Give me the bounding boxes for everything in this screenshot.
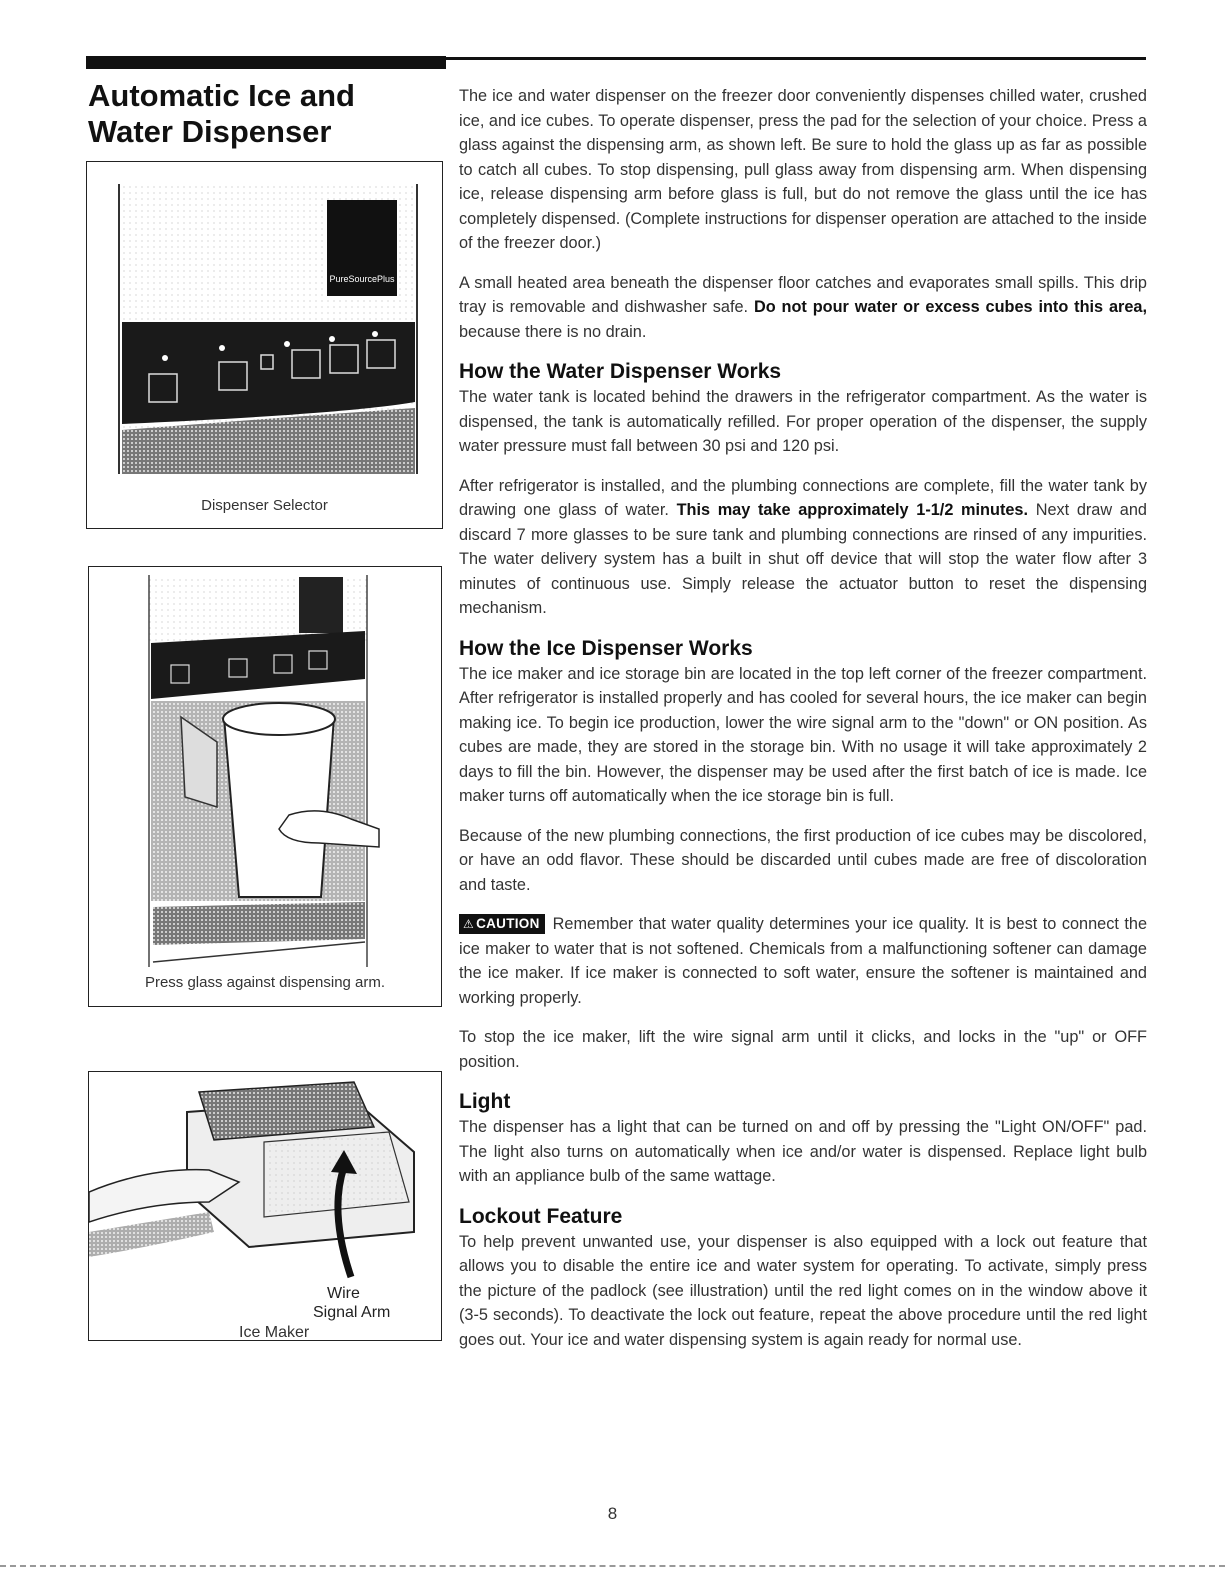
- dispenser-selector-illustration: [87, 162, 441, 492]
- light-paragraph: The dispenser has a light that can be turned on and off by pressing the "Light ON/OFF" pad. The light also turns on automatically when ice and/or water is dispensed. Replace light bulb with an appliance bulb of the same wattage.: [459, 1118, 1147, 1185]
- caution-paragraph: [459, 912, 1147, 1010]
- lockout-paragraph: To help prevent unwanted use, your dispenser is also equipped with a lock out feature that allows you to disable the entire ice and water system for operating. To activate, simply press the picture of the padlock (see illustration) until the red light comes on in the window above it (3-5 seconds). To deactivate the lock out feature, repeat the above procedure until the red light goes out. Your ice and water dispensing system is again ready for normal use.: [459, 1232, 1147, 1349]
- caution-text: Remember that water quality determines your ice quality. It is best to connect the ice maker to water that is not softened. Chemicals from a malfunctioning softener can damage the ice maker. If ice maker is connected to soft water, ensure the softener is maintained and working properly.: [459, 915, 1147, 1007]
- heading-ice-dispenser: How the Ice Dispenser Works: [459, 636, 753, 660]
- figure-dispenser-selector: [86, 161, 443, 529]
- figure-press-glass: [88, 566, 442, 1007]
- intro-paragraph-1: The ice and water dispenser on the freezer door conveniently dispenses chilled water, crushed ice, and ice cubes. To operate dispenser, press the pad for the selection of your choice. Press a glass against the dispensing arm, as shown left. Be sure to hold the glass up as far as possible to catch all cubes. To stop dispensing, pull glass away from dispensing arm. When dispensing ice, release dispensing arm before glass is full, but do not remove the glass until the ice has completely dispensed. (Complete instructions for dispenser operation are attached to the inside of the freezer door.): [459, 87, 1147, 252]
- figure-caption-dispenser-selector: Dispenser Selector: [201, 497, 328, 514]
- page-number: 8: [607, 1504, 618, 1523]
- caution-badge: [459, 914, 545, 934]
- water-paragraph-2: [459, 474, 1147, 621]
- ice-paragraph-2: Because of the new plumbing connections, the first production of ice cubes may be discolored, or have an odd flavor. These should be discarded until cubes made are free of discoloration and taste.: [459, 826, 1147, 894]
- intro-paragraph-2-text-a: A small heated area beneath the dispenser floor catches and evaporates small spills. This drip tray is removable and dishwasher safe.: [459, 273, 1147, 316]
- intro-paragraph-2-text-b: because there is no drain.: [459, 322, 647, 341]
- page-title-line1: Automatic Ice and: [88, 78, 355, 113]
- page-title-line2: Water Dispenser: [88, 114, 332, 149]
- panel-logo: PureSourcePlus: [329, 274, 395, 284]
- figure-caption-press-glass: Press glass against dispensing arm.: [144, 974, 386, 991]
- label-signal-arm: Signal Arm: [313, 1304, 391, 1321]
- figure-caption-ice-maker: Ice Maker: [239, 1324, 310, 1341]
- warning-triangle-icon: ⚠: [463, 917, 475, 931]
- water-paragraph-2-text-a: After refrigerator is installed, and the plumbing connections are complete, fill the water tank by drawing one glass of water.: [459, 476, 1147, 519]
- press-glass-illustration: [89, 567, 441, 967]
- heading-light: Light: [459, 1090, 511, 1113]
- page-title: [88, 78, 438, 150]
- water-paragraph-1: The water tank is located behind the drawers in the refrigerator compartment. As the water is dispensed, the tank is automatically refilled. For proper operation of the dispenser, the supply water pressure must fall between 30 psi and 120 psi.: [459, 388, 1147, 455]
- figure-ice-maker: [88, 1071, 442, 1341]
- header-rule-thin: [446, 57, 1146, 60]
- label-wire: Wire: [327, 1285, 360, 1302]
- header-rule-thick: [86, 56, 446, 69]
- scan-edge-line: [0, 1565, 1225, 1567]
- intro-paragraph-2: [459, 271, 1147, 345]
- ice-maker-illustration: [89, 1072, 441, 1302]
- water-paragraph-2-text-b: Next draw and discard 7 more glasses to be sure tank and plumbing connections are rinsed of any impurities. The water delivery system has a built in shut off device that will stop the water flow after 3 minutes of continuous use. Simply release the actuator button to reset the dispensing mechanism.: [459, 501, 1147, 617]
- body-column: [459, 84, 1147, 1352]
- heading-lockout: Lockout Feature: [459, 1204, 623, 1228]
- water-paragraph-2-bold: This may take approximately 1-1/2 minutes.: [676, 501, 1029, 519]
- caution-label: CAUTION: [476, 916, 540, 931]
- intro-paragraph-2-warning: Do not pour water or excess cubes into this area,: [753, 298, 1147, 316]
- heading-water-dispenser: How the Water Dispenser Works: [459, 360, 782, 383]
- ice-paragraph-1: The ice maker and ice storage bin are located in the top left corner of the freezer compartment. After refrigerator is installed properly and has cooled for several hours, the ice maker can begin making ice. To begin ice production, lower the wire signal arm to the "down" or ON position. As cubes are made, they are stored in the storage bin. With no usage it will take approximately 2 days to fill the bin. However, the dispenser may be used after the first batch of ice is made. Ice maker turns off automatically when the ice storage bin is full.: [459, 664, 1147, 805]
- ice-paragraph-3: To stop the ice maker, lift the wire signal arm until it clicks, and locks in the "up" or OFF position.: [459, 1028, 1147, 1071]
